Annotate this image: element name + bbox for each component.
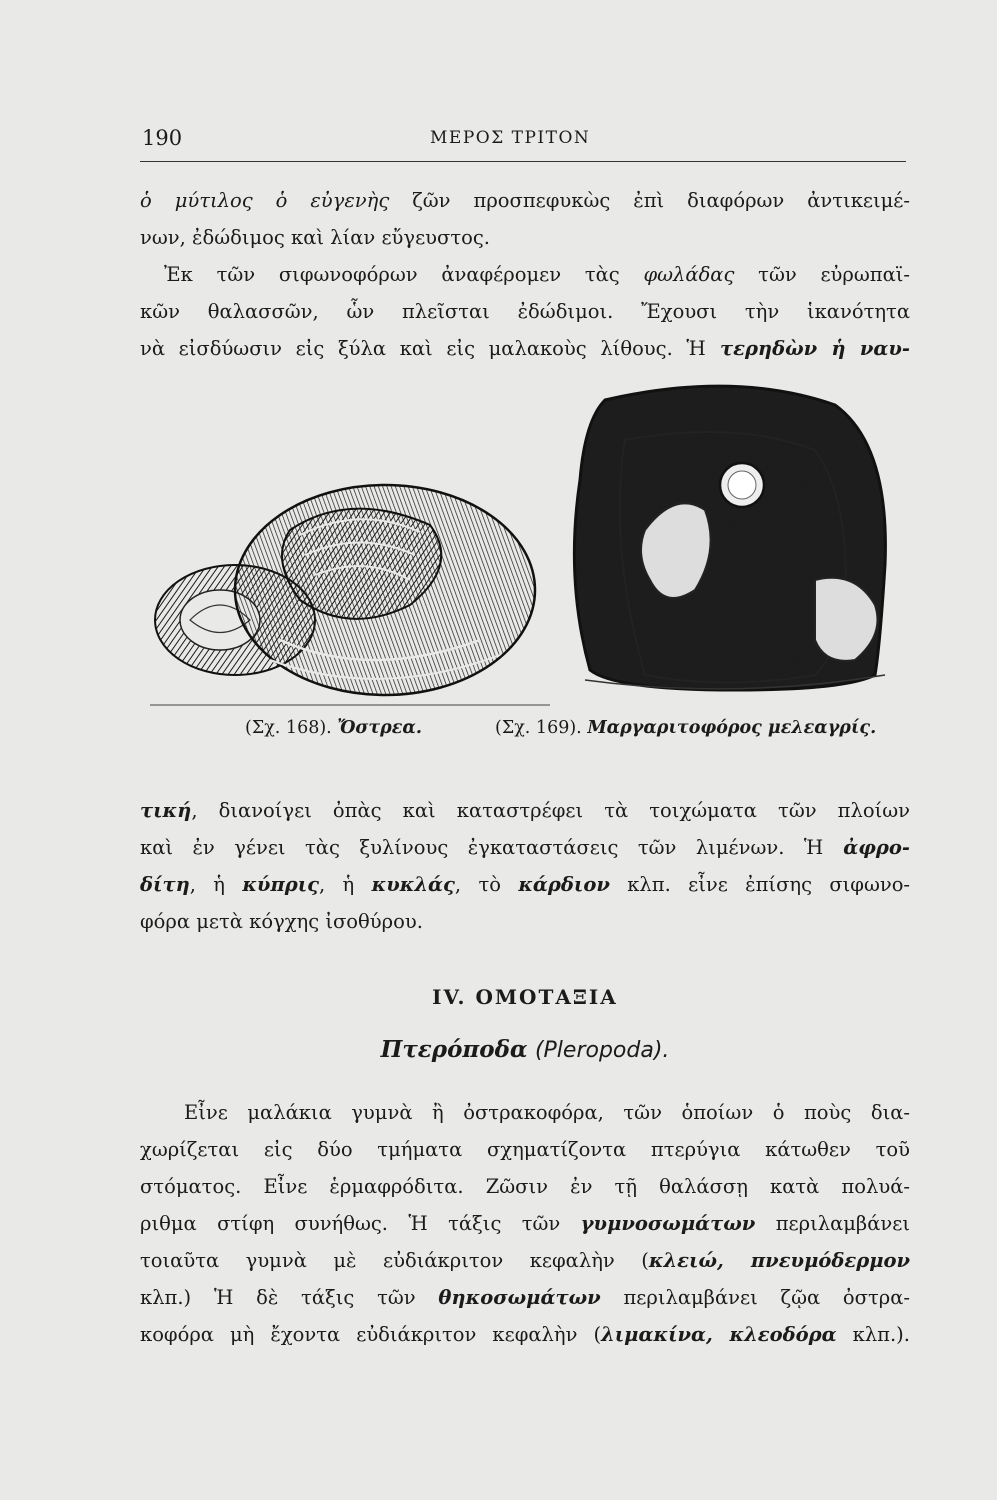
text-line: νων, ἐδώδιμος καὶ λίαν εὔγευστος.	[140, 226, 490, 249]
paragraph-siphonophora	[140, 256, 910, 367]
text-line: χωρίζεται εἰς δύο τμήματα σχηματίζοντα πτερύγια κάτωθεν τοῦ	[140, 1138, 910, 1161]
figures-block	[140, 380, 920, 760]
paragraph-teredo	[140, 792, 910, 940]
page-header	[140, 122, 906, 162]
figure-169-caption: (Σχ. 169). Μαργαριτοφόρος μελεαγρίς.	[495, 718, 877, 738]
text-line: νὰ εἰσδύωσιν εἰς ξύλα καὶ εἰς μαλακοὺς λίθους. Ἡ τερηδὼν ἡ ναυ-	[140, 337, 910, 360]
text-line: τοιαῦτα γυμνὰ μὲ εὐδιάκριτον κεφαλὴν (κλειώ, πνευμόδερμον	[140, 1249, 910, 1272]
text-line: τική, διανοίγει ὀπὰς καὶ καταστρέφει τὰ τοιχώματα τῶν πλοίων	[140, 799, 910, 822]
pearl-oyster-illustration	[565, 380, 905, 710]
text-line: Εἶνε μαλάκια γυμνὰ ἢ ὀστρακοφόρα, τῶν ὁποίων ὁ ποὺς δια-	[184, 1101, 910, 1124]
order-heading: IV. ΟΜΟΤΑΞΙΑ	[432, 985, 618, 1009]
section-subtitle: Πτερόποδα (Pleropoda).	[380, 1036, 670, 1063]
text-line: κλπ.) Ἡ δὲ τάξις τῶν θηκοσωμάτων περιλαμβάνει ζῷα ὀστρα-	[140, 1286, 910, 1309]
text-line: Ἐκ τῶν σιφωνοφόρων ἀναφέρομεν τὰς φωλάδας τῶν εὐρωπαϊ-	[164, 263, 910, 286]
text-line: στόματος. Εἶνε ἑρμαφρόδιτα. Ζῶσιν ἐν τῇ θαλάσσῃ κατὰ πολυά-	[140, 1175, 910, 1198]
running-title: ΜΕΡΟΣ ΤΡΙΤΟΝ	[430, 128, 591, 148]
text-line: δίτη, ἡ κύπρις, ἡ κυκλάς, τὸ κάρδιον κλπ. εἶνε ἐπίσης σιφωνο-	[140, 873, 910, 896]
text-line: ριθμα στίφη συνήθως. Ἡ τάξις τῶν γυμνοσωμάτων περιλαμβάνει	[140, 1212, 910, 1235]
text-line: καὶ ἐν γένει τὰς ξυλίνους ἐγκαταστάσεις τῶν λιμένων. Ἡ ἀφρο-	[140, 836, 910, 859]
paragraph-pteropoda	[140, 1094, 910, 1353]
page-number: 190	[142, 126, 183, 150]
text-line: κῶν θαλασσῶν, ὧν πλεῖσται ἐδώδιμοι. Ἔχουσι τὴν ἱκανότητα	[140, 300, 910, 323]
text-line: φόρα μετὰ κόγχης ἰσοθύρου.	[140, 910, 423, 933]
oyster-illustration	[150, 480, 550, 710]
header-rule	[140, 161, 906, 162]
text-line: κοφόρα μὴ ἔχοντα εὐδιάκριτον κεφαλὴν (λιμακίνα, κλεοδόρα κλπ.).	[140, 1323, 910, 1346]
text-line: ὁ μύτιλος ὁ εὐγενὴς ζῶν προσπεφυκὼς ἐπὶ διαφόρων ἀντικειμέ-	[140, 189, 910, 212]
figure-168-caption: (Σχ. 168). Ὄστρεα.	[245, 718, 422, 738]
paragraph-mytilus	[140, 182, 910, 256]
